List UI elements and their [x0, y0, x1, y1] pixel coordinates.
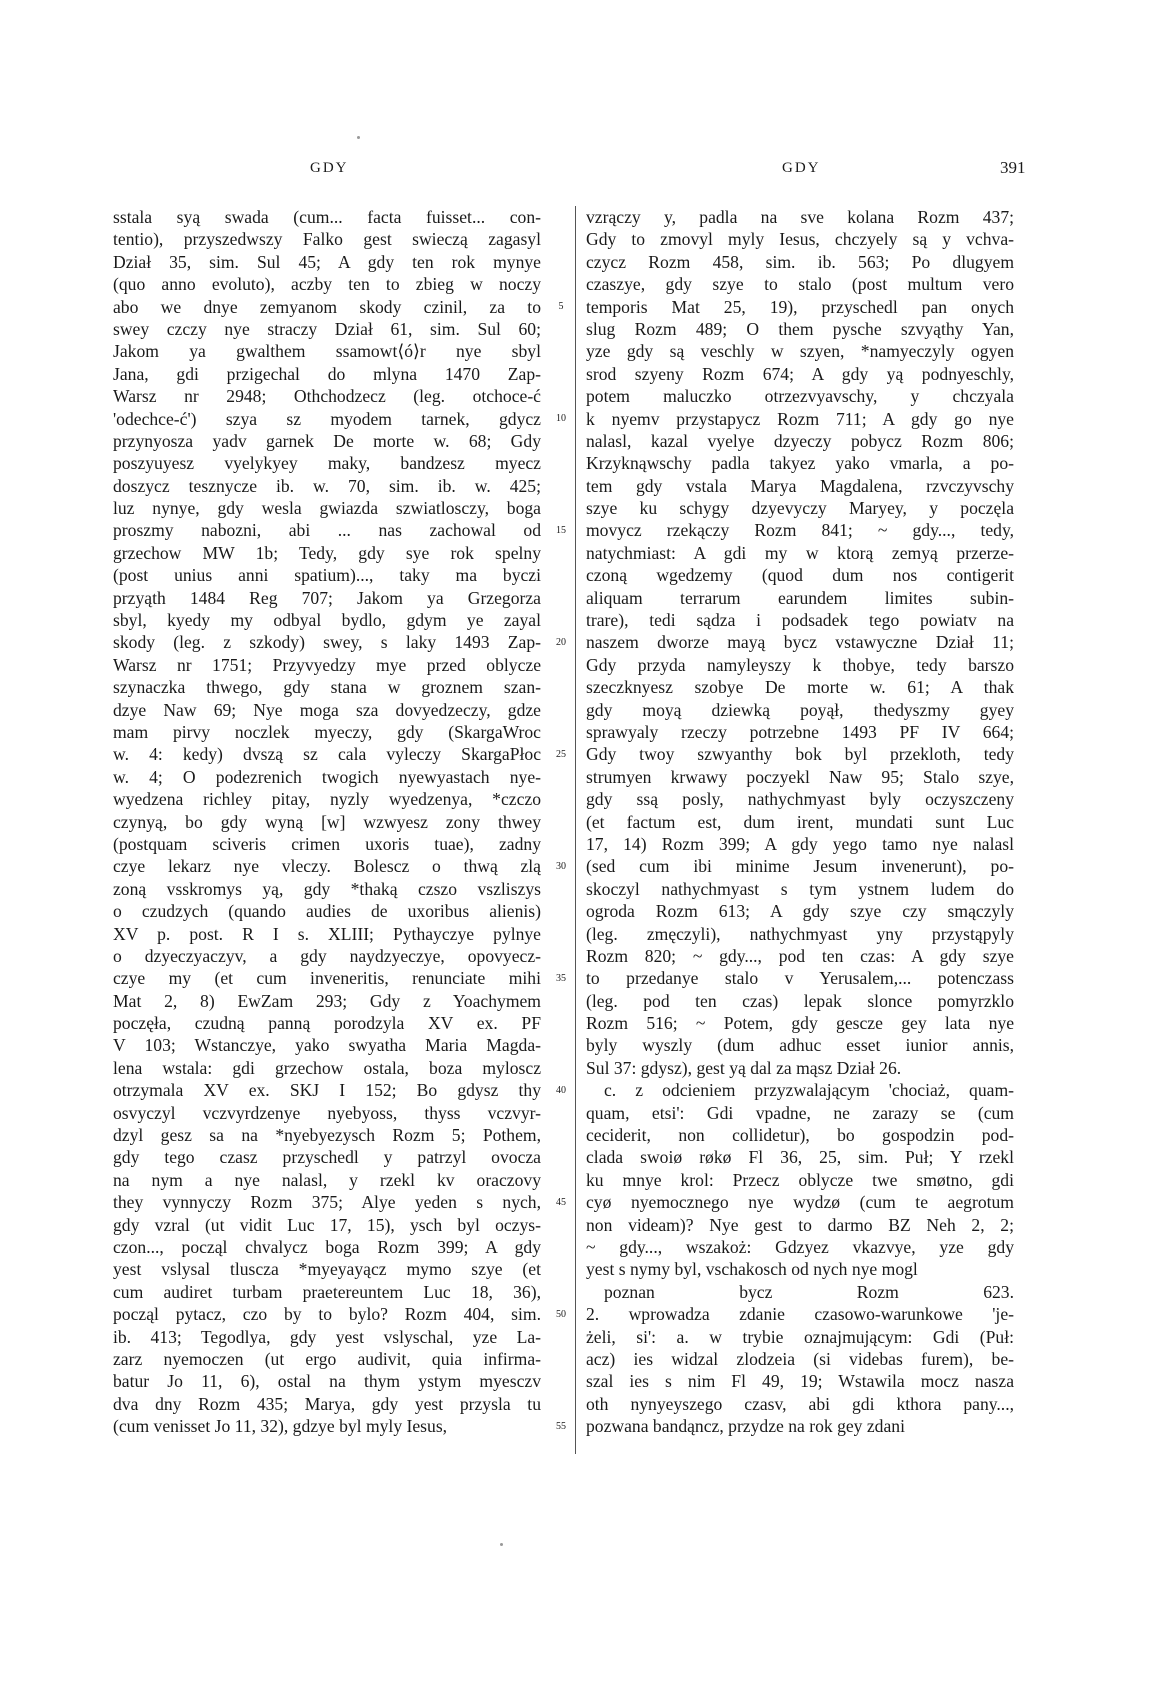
text-line: tentio), przyszedwszy Falko gest swieczą zagasyl	[113, 229, 541, 250]
running-head-right: GDY	[782, 160, 821, 176]
text-line: cum audiret turbam praetereuntem Luc 18, 36),	[113, 1281, 541, 1302]
text-line: lena wstala: gdi grzechow ostala, boza myloscz	[113, 1057, 541, 1078]
text-line: srod szyeny Rozm 674; A gdy yą podnyeschly,	[586, 363, 1014, 384]
text-line: movycz rzekączy Rozm 841; ~ gdy..., tedy,	[586, 520, 1014, 541]
text-line: (quo anno evoluto), aczby ten to zbieg w noczy	[113, 274, 541, 295]
text-line: 2. wprowadza zdanie czasowo-warunkowe 'je-	[586, 1304, 1014, 1325]
text-line: V 103; Wstanczye, yako swyatha Maria Magda-	[113, 1035, 541, 1056]
text-line: abo we dnye zemyanom skody czinil, za to	[113, 296, 541, 317]
text-line: ogroda Rozm 613; A gdy szye czy smączyly	[586, 901, 1014, 922]
line-number: 10	[556, 412, 566, 424]
text-line: ku mnye krol: Przecz oblycze twe smøtno, gdi	[586, 1169, 1014, 1190]
text-line: szeczknyesz szobye De morte w. 61; A thak	[586, 677, 1014, 698]
running-head-left: GDY	[310, 160, 349, 176]
speck-mark	[357, 136, 360, 139]
text-line: aliquam terrarum earundem limites subin-	[586, 587, 1014, 608]
text-line: swey czczy nye straczy Dział 61, sim. Sul 60;	[113, 318, 541, 339]
text-line: czye my (et cum inveneritis, renunciate mihi	[113, 968, 541, 989]
line-number: 30	[556, 860, 566, 872]
text-line: w. 4: kedy) dvszą sz cala vyleczy SkargaPłoc	[113, 744, 541, 765]
right-column	[586, 206, 1014, 1437]
text-line: zarz nyemoczen (ut ergo audivit, quia infirma-	[113, 1348, 541, 1369]
text-line: temporis Mat 25, 19), przyschedl pan onych	[586, 296, 1014, 317]
text-line: Sul 37: gdysz), gest yą dal za mąsz Dział 26.	[586, 1057, 902, 1078]
text-line: XV p. post. R I s. XLIII; Pythayczye pylnye	[113, 923, 541, 944]
line-number: 50	[556, 1308, 566, 1320]
text-line: quam, etsi': Gdi vpadne, ne zarazy se (cum	[586, 1102, 1014, 1123]
page-number: 391	[1000, 158, 1026, 177]
text-line: poznan bycz Rozm 623.	[604, 1281, 1014, 1302]
text-line: gdy ssą posly, nathychmyast byly oczyszczeny	[586, 789, 1014, 810]
text-line: byly wyszly (dum adhuc esset iunior annis,	[586, 1035, 1014, 1056]
text-line: (leg. pod ten czas) lepak slonce pomyrzklo	[586, 990, 1014, 1011]
text-line: yest s nymy byl, vschakosch od nych nye mogl	[586, 1259, 918, 1280]
text-line: o dzyeczyaczyv, a gdy naydzyeczye, opovyecz-	[113, 945, 541, 966]
text-line: strumyen krwawy poczyekl Naw 95; Stalo szye,	[586, 766, 1014, 787]
text-line: oth nynyeyszego czasv, abi gdi kthora pany...,	[586, 1393, 1014, 1414]
text-line: Rozm 516; ~ Potem, gdy gescze gey lata nye	[586, 1013, 1014, 1034]
text-line: Warsz nr 2948; Othchodzecz (leg. otchoce-ć	[113, 386, 541, 407]
text-line: szye ku schygy dzyevyczy Maryey, y poczęla	[586, 498, 1014, 519]
text-line: gdy tego czasz przyschedl y patrzyl ovocza	[113, 1147, 541, 1168]
line-number: 15	[556, 524, 566, 536]
text-line: batur Jo 11, 6), ostal na thym ystym myesczv	[113, 1371, 541, 1392]
text-line: Krzyknąwschy padla takyez yako vmarla, a po-	[586, 453, 1014, 474]
line-number: 35	[556, 972, 566, 984]
text-line: (sed cum ibi minime Jesum invenerunt), po-	[586, 856, 1014, 877]
text-line: na nym a nye nalasl, y rzekl kv oraczovy	[113, 1169, 541, 1190]
text-line: w. 4; O podezrenich twogich nyewyastach nye-	[113, 766, 541, 787]
text-line: c. z odcieniem przyzwalającym 'chociaż, quam-	[604, 1080, 1014, 1101]
text-line: slug Rozm 489; O them pysche szvyąthy Yan,	[586, 318, 1014, 339]
text-line: to przedanye stalo v Yerusalem,... potenczass	[586, 968, 1014, 989]
line-number: 25	[556, 748, 566, 760]
text-line: żeli, si': a. w trybie oznajmującym: Gdi (Puł:	[586, 1326, 1014, 1347]
text-line: (cum venisset Jo 11, 32), gdzye byl myly Iesus,	[113, 1416, 448, 1437]
text-line: Jana, gdi przigechal do mlyna 1470 Zap-	[113, 363, 541, 384]
text-line: non videam)? Nye gest to darmo BZ Neh 2, 2;	[586, 1214, 1014, 1235]
text-line: grzechow MW 1b; Tedy, gdy sye rok spelny	[113, 542, 541, 563]
text-line: sprawyaly rzeczy potrzebne 1493 PF IV 664;	[586, 721, 1014, 742]
line-number: 40	[556, 1084, 566, 1096]
text-line: przynyosza yadv garnek De morte w. 68; Gdy	[113, 430, 541, 451]
text-line: (post unius anni spatium)..., taky ma byczi	[113, 565, 541, 586]
text-line: natychmiast: A gdi my w ktorą zemyą przerze-	[586, 542, 1014, 563]
text-line: pozwana bandąncz, przydze na rok gey zdani	[586, 1416, 905, 1437]
text-line: (postquam sciveris crimen uxoris tuae), zadny	[113, 833, 541, 854]
text-line: potem maluczko otrzezvyavschy, y chczyala	[586, 386, 1014, 407]
line-number: 20	[556, 636, 566, 648]
text-line: 'odechce-ć') szya sz myodem tarnek, gdycz	[113, 408, 541, 429]
text-line: gdy moyą dziewką poyął, thedyszmy gyey	[586, 699, 1014, 720]
text-line: ceciderit, non collidetur), bo gospodzin pod-	[586, 1125, 1014, 1146]
text-line: Gdy twoy szwyanthy bok byl przekloth, tedy	[586, 744, 1014, 765]
text-line: ib. 413; Tegodlya, gdy yest vslyschal, yze La-	[113, 1326, 541, 1347]
text-line: szynaczka thwego, gdy stana w groznem szan-	[113, 677, 541, 698]
text-line: szal ies s nim Fl 49, 19; Wstawila mocz nasza	[586, 1371, 1014, 1392]
text-line: otrzymala XV ex. SKJ I 152; Bo gdysz thy	[113, 1080, 541, 1101]
text-line: począl pytacz, czo by to bylo? Rozm 404, sim.	[113, 1304, 541, 1325]
text-line: acz) ies widzal zlodzeia (si videbas furem), be-	[586, 1348, 1014, 1369]
text-line: (leg. zmęczyli), nathychmyast yny przystąpyly	[586, 923, 1014, 944]
text-line: Warsz nr 1751; Przyvyedzy mye przed oblycze	[113, 654, 541, 675]
text-line: Rozm 820; ~ gdy..., pod ten czas: A gdy szye	[586, 945, 1014, 966]
text-line: zoną vsskromys yą, gdy *thaką czszo vszliszys	[113, 878, 541, 899]
text-line: dzyl gesz sa na *nyebyezysch Rozm 5; Pothem,	[113, 1125, 541, 1146]
speck-mark	[500, 1543, 503, 1546]
text-line: czynyą, bo gdy wyną [w] wzwyesz zony thwey	[113, 811, 541, 832]
text-line: czye lekarz nye vleczy. Bolescz o thwą zlą	[113, 856, 541, 877]
page-header	[0, 160, 1167, 184]
column-divider	[575, 206, 576, 1454]
text-line: Mat 2, 8) EwZam 293; Gdy z Yoachymem	[113, 990, 541, 1011]
text-line: luz nynye, gdy wesla gwiazda szwiatlosczy, boga	[113, 498, 541, 519]
text-line: skody (leg. z szkody) swey, s laky 1493 Zap-	[113, 632, 541, 653]
text-line: (et factum est, dum irent, mundati sunt Luc	[586, 811, 1014, 832]
text-line: doszycz tesznycze ib. w. 70, sim. ib. w. 425;	[113, 475, 541, 496]
text-line: Jakom ya gwalthem ssamowt⟨ó⟩r nye sbyl	[113, 341, 541, 362]
text-line: 17, 14) Rozm 399; A gdy yego tamo nye nalasl	[586, 833, 1014, 854]
text-line: vzrączy y, padla na sve kolana Rozm 437;	[586, 207, 1014, 227]
text-line: tem gdy vstala Marya Magdalena, rzvczyvschy	[586, 475, 1014, 496]
text-line: yest vslysal tluscza *myeyayącz mymo szye (et	[113, 1259, 541, 1280]
text-line: osvyczyl vczvyrdzenye nyebyoss, thyss vczvyr-	[113, 1102, 541, 1123]
text-line: skoczyl nathychmyast s tym ystnem ludem do	[586, 878, 1014, 899]
text-line: czaszye, gdy szye to stalo (post multum vero	[586, 274, 1014, 295]
text-line: gdy vzral (ut vidit Luc 17, 15), ysch byl oczys-	[113, 1214, 541, 1235]
text-line: clada swoiø røkø Fl 36, 25, sim. Puł; Y rzekl	[586, 1147, 1014, 1168]
text-line: mam pirvy noczlek myeczy, gdy (SkargaWroc	[113, 721, 541, 742]
text-line: yze gdy są veschly w szyen, *namyeczyly ogyen	[586, 341, 1014, 362]
text-line: czoną wgedzemy (quod dum nos contigerit	[586, 565, 1014, 586]
text-line: poszyuyesz vyelykyey maky, bandzesz myecz	[113, 453, 541, 474]
text-line: ~ gdy..., wszakoż: Gdzyez vkazvye, yze gdy	[586, 1236, 1014, 1257]
text-line: sstala syą swada (cum... facta fuisset... con-	[113, 207, 541, 227]
text-line: przyąth 1484 Reg 707; Jakom ya Grzegorza	[113, 587, 541, 608]
text-line: nalasl, kazal vyelye dzyeczy pobycz Rozm 806;	[586, 430, 1014, 451]
text-line: czon..., począl chvalycz boga Rozm 399; A gdy	[113, 1236, 541, 1257]
text-line: Dział 35, sim. Sul 45; A gdy ten rok mynye	[113, 251, 541, 272]
text-line: o czudzych (quando audies de uxoribus alienis)	[113, 901, 541, 922]
text-line: proszmy nabozni, abi ... nas zachowal od	[113, 520, 541, 541]
text-line: dzye Naw 69; Nye moga sza dovyedzeczy, gdze	[113, 699, 541, 720]
text-line: Gdy to zmovyl myly Iesus, chczyely są y vchva-	[586, 229, 1014, 250]
text-line: dva dny Rozm 435; Marya, gdy yest przysla tu	[113, 1393, 541, 1414]
text-line: wyedzena richley pitay, nyzly wyedzenya, *czczo	[113, 789, 541, 810]
text-line: k nyemv przystapycz Rozm 711; A gdy go nye	[586, 408, 1014, 429]
text-line: cyø nyemocznego nye wydzø (cum te aegrotum	[586, 1192, 1014, 1213]
line-number: 45	[556, 1196, 566, 1208]
text-line: czycz Rozm 458, sim. ib. 563; Po dlugyem	[586, 251, 1014, 272]
text-line: trare), tedi sądza i podsadek tego powiatv na	[586, 610, 1014, 631]
line-number: 55	[556, 1420, 566, 1432]
text-line: they vynnyczy Rozm 375; Alye yeden s nych,	[113, 1192, 541, 1213]
left-column	[113, 206, 541, 1437]
text-line: sbyl, kyedy my odbyal bydlo, gdym ye zayal	[113, 610, 541, 631]
line-number: 5	[558, 300, 564, 312]
text-line: Gdy przyda namyleyszy k thobye, tedy barszo	[586, 654, 1014, 675]
text-line: naszem dworze mayą bycz vstawyczne Dział 11;	[586, 632, 1014, 653]
text-line: poczęła, czudną panną porodzyla XV ex. PF	[113, 1013, 541, 1034]
